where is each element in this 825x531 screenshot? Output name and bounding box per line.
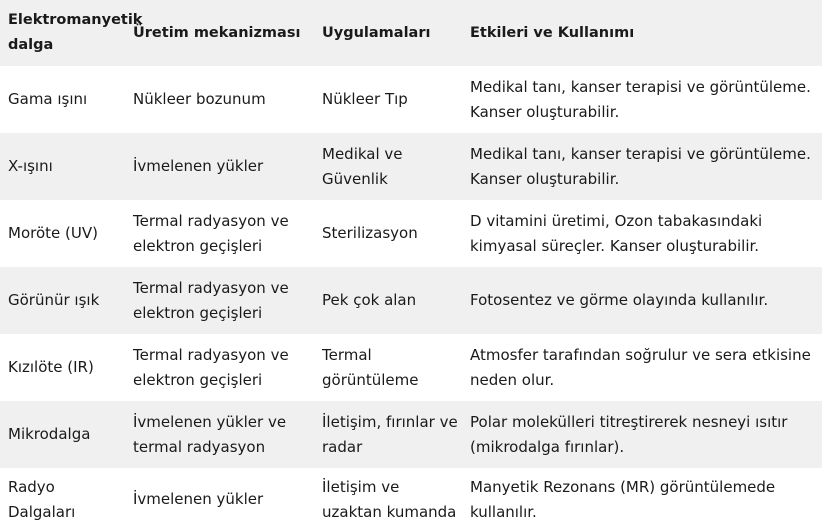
cell-effects: Medikal tanı, kanser terapisi ve görüntüleme. Kanser oluşturabilir. <box>470 144 811 188</box>
cell-effects: Manyetik Rezonans (MR) görüntülemede kullanılır. <box>470 477 776 521</box>
cell-applications: Pek çok alan <box>322 291 417 309</box>
table-row <box>0 133 822 200</box>
table-row <box>0 334 822 401</box>
header-applications: Uygulamaları <box>322 24 431 41</box>
cell-effects: D vitamini üretimi, Ozon tabakasındaki kimyasal süreçler. Kanser oluşturabilir. <box>470 211 763 255</box>
cell-applications: İletişim ve uzaktan kumanda <box>322 477 457 521</box>
cell-effects: Polar molekülleri titreştirerek nesneyi ısıtır (mikrodalga fırınlar). <box>470 412 788 456</box>
table-row <box>0 200 822 267</box>
cell-wave: Moröte (UV) <box>8 224 98 242</box>
table-header-row <box>0 0 822 66</box>
cell-applications: İletişim, fırınlar ve radar <box>322 412 458 456</box>
cell-mechanism: İvmelenen yükler ve termal radyasyon <box>133 412 287 456</box>
cell-wave: Gama ışını <box>8 90 88 108</box>
header-effects: Etkileri ve Kullanımı <box>470 24 635 41</box>
header-wave: Elektromanyetik dalga <box>8 12 143 53</box>
cell-mechanism: Termal radyasyon ve elektron geçişleri <box>133 211 289 255</box>
table-row <box>0 468 822 531</box>
cell-wave: Kızılöte (IR) <box>8 358 94 376</box>
cell-mechanism: Termal radyasyon ve elektron geçişleri <box>133 345 289 389</box>
cell-effects: Atmosfer tarafından soğrulur ve sera etkisine neden olur. <box>470 345 811 389</box>
cell-applications: Medikal ve Güvenlik <box>322 144 403 188</box>
cell-wave: Radyo Dalgaları <box>8 477 76 521</box>
cell-wave: Görünür ışık <box>8 291 100 309</box>
cell-mechanism: Nükleer bozunum <box>133 90 266 108</box>
cell-mechanism: İvmelenen yükler <box>133 490 264 508</box>
table-row <box>0 401 822 468</box>
cell-applications: Sterilizasyon <box>322 224 418 242</box>
header-mechanism: Üretim mekanizması <box>133 24 301 41</box>
cell-applications: Termal görüntüleme <box>322 345 419 389</box>
table-row <box>0 267 822 334</box>
cell-wave: Mikrodalga <box>8 425 91 443</box>
cell-effects: Fotosentez ve görme olayında kullanılır. <box>470 291 769 309</box>
cell-mechanism: Termal radyasyon ve elektron geçişleri <box>133 278 289 322</box>
cell-effects: Medikal tanı, kanser terapisi ve görüntüleme. Kanser oluşturabilir. <box>470 77 811 121</box>
cell-wave: X-ışını <box>8 157 53 175</box>
cell-applications: Nükleer Tıp <box>322 90 408 108</box>
cell-mechanism: İvmelenen yükler <box>133 157 264 175</box>
table-row <box>0 66 822 133</box>
